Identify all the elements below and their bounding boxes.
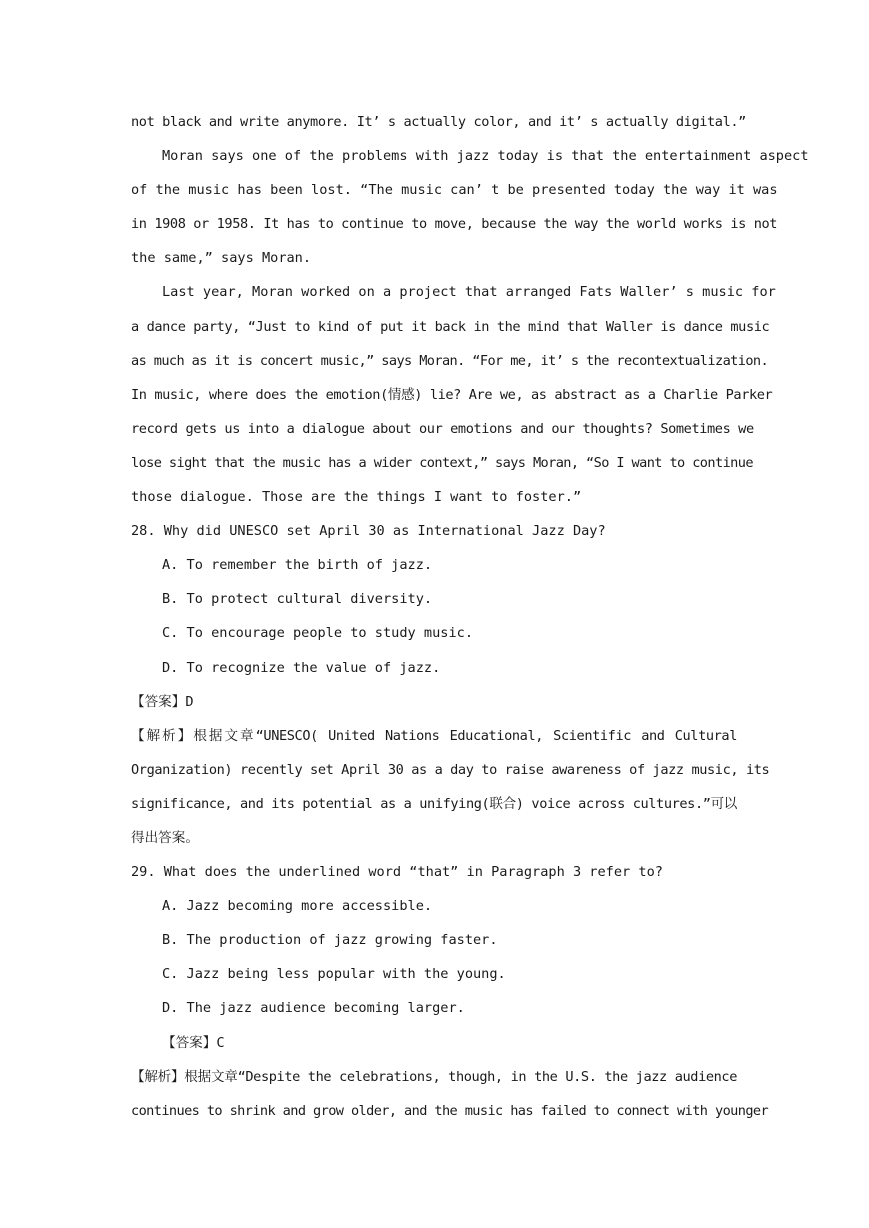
passage-line: lose sight that the music has a wider context,” says Moran, “So I want to continue (131, 454, 753, 471)
passage-line: Last year, Moran worked on a project that arranged Fats Waller’ s music for (162, 284, 776, 301)
document-page (131, 105, 809, 1128)
q28-analysis-line: 得出答案。 (131, 829, 199, 846)
question-29: 29. What does the underlined word “that” in Paragraph 3 refer to? (131, 864, 663, 881)
passage-line: as much as it is concert music,” says Moran. “For me, it’ s the recontextualization. (131, 352, 769, 369)
q29-answer: 【答案】C (162, 1034, 225, 1051)
q28-option-a: A. To remember the birth of jazz. (162, 557, 433, 574)
q28-analysis-line: 【解析】根据文章“UNESCO( United Nations Educational, Scientific and Cultural (131, 727, 737, 744)
q29-option-b: B. The production of jazz growing faster. (162, 932, 498, 949)
passage-line: record gets us into a dialogue about our emotions and our thoughts? Sometimes we (131, 420, 754, 437)
passage-line: not black and write anymore. It’ s actually color, and it’ s actually digital.” (131, 114, 746, 130)
q29-analysis-line: continues to shrink and grow older, and the music has failed to connect with younger (131, 1102, 769, 1119)
q29-option-c: C. Jazz being less popular with the young. (162, 966, 506, 983)
q28-analysis-line: significance, and its potential as a unifying(联合) voice across cultures.”可以 (131, 795, 737, 812)
q28-option-b: B. To protect cultural diversity. (162, 591, 433, 608)
passage-line: Moran says one of the problems with jazz today is that the entertainment aspect (162, 148, 809, 165)
passage-line: of the music has been lost. “The music can’ t be presented today the way it was (131, 182, 778, 199)
question-28: 28. Why did UNESCO set April 30 as International Jazz Day? (131, 523, 606, 540)
passage-line: In music, where does the emotion(情感) lie? Are we, as abstract as a Charlie Parker (131, 386, 773, 403)
q29-analysis-line: 【解析】根据文章“Despite the celebrations, though, in the U.S. the jazz audience (131, 1068, 737, 1085)
q28-option-d: D. To recognize the value of jazz. (162, 659, 441, 676)
passage-line: a dance party, “Just to kind of put it back in the mind that Waller is dance music (131, 318, 770, 335)
q28-option-c: C. To encourage people to study music. (162, 625, 473, 642)
q28-analysis-line: Organization) recently set April 30 as a day to raise awareness of jazz music, its (131, 761, 770, 778)
q29-option-d: D. The jazz audience becoming larger. (162, 1000, 465, 1017)
passage-line: in 1908 or 1958. It has to continue to move, because the way the world works is not (131, 216, 778, 233)
passage-line: the same,” says Moran. (131, 250, 312, 267)
passage-line: those dialogue. Those are the things I want to foster.” (131, 489, 582, 506)
q29-option-a: A. Jazz becoming more accessible. (162, 898, 433, 915)
q28-answer: 【答案】D (131, 693, 194, 710)
